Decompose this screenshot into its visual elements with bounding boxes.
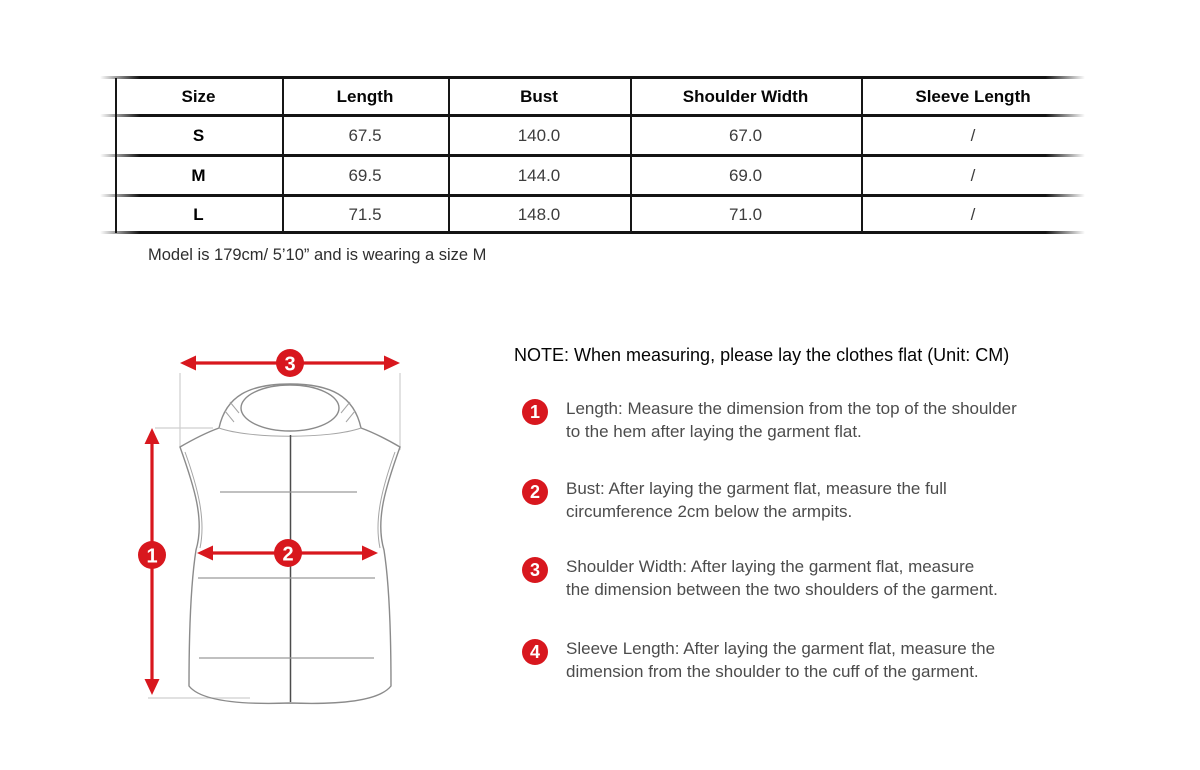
bust-arrow — [197, 539, 378, 567]
table-header-length: Length — [336, 86, 394, 106]
table-cell: 67.0 — [728, 126, 763, 145]
table-cell: 140.0 — [517, 126, 561, 145]
instruction-sleeve-length — [522, 637, 1097, 683]
length-arrow — [138, 428, 166, 695]
table-header-size: Size — [181, 86, 216, 106]
instruction-line: Sleeve Length: After laying the garment flat, measure the — [566, 639, 996, 658]
model-size-note: Model is 179cm/ 5’10” and is wearing a size M — [148, 246, 487, 264]
instruction-line: Shoulder Width: After laying the garment flat, measure — [566, 557, 975, 576]
instruction-line: Length: Measure the dimension from the top of the shoulder — [566, 399, 1017, 418]
hood-opening — [241, 385, 339, 431]
number-badge-3: 3 — [522, 557, 548, 583]
marker-3: 3 — [284, 353, 296, 376]
table-cell: 69.5 — [348, 166, 382, 185]
marker-2: 2 — [282, 543, 294, 566]
measuring-note-heading: NOTE: When measuring, please lay the clothes flat (Unit: CM) — [514, 345, 1010, 365]
table-cell: 71.0 — [728, 204, 763, 224]
size-table — [100, 77, 1100, 233]
instruction-line: circumference 2cm below the armpits. — [566, 502, 853, 521]
number-badge-2: 2 — [522, 479, 548, 505]
instruction-bust — [522, 477, 1097, 523]
table-cell: / — [970, 166, 976, 185]
table-cell: / — [970, 126, 976, 145]
table-cell: 67.5 — [348, 126, 382, 145]
table-cell: 148.0 — [517, 204, 561, 224]
instruction-length — [522, 397, 1097, 443]
table-cell-size-l: L — [193, 204, 204, 224]
instruction-line: Bust: After laying the garment flat, measure the full — [566, 479, 947, 498]
fold-mark — [341, 402, 350, 413]
fold-mark — [225, 411, 234, 422]
table-cell: 144.0 — [517, 166, 561, 185]
table-cell: 69.0 — [728, 166, 763, 185]
table-cell-size-m: M — [191, 166, 206, 185]
marker-1: 1 — [146, 545, 158, 568]
table-cell-size-s: S — [192, 126, 205, 145]
number-badge-1: 1 — [522, 399, 548, 425]
number-badge-4: 4 — [522, 639, 548, 665]
instruction-line: dimension from the shoulder to the cuff of the garment. — [566, 662, 979, 681]
size-table-grid — [115, 77, 1085, 233]
table-header-sleeve-length: Sleeve Length — [915, 86, 1031, 106]
fold-mark — [230, 402, 239, 413]
fold-mark — [346, 411, 355, 422]
table-header-shoulder-width: Shoulder Width — [682, 86, 809, 106]
instruction-line: to the hem after laying the garment flat. — [566, 422, 862, 441]
vest-measurement-diagram — [130, 340, 450, 720]
shoulder-width-arrow — [180, 349, 400, 377]
table-cell: / — [970, 204, 976, 224]
instruction-line: the dimension between the two shoulders of the garment. — [566, 580, 998, 599]
instruction-shoulder-width — [522, 555, 1097, 601]
table-header-bust: Bust — [520, 86, 558, 106]
table-cell: 71.5 — [348, 204, 382, 224]
